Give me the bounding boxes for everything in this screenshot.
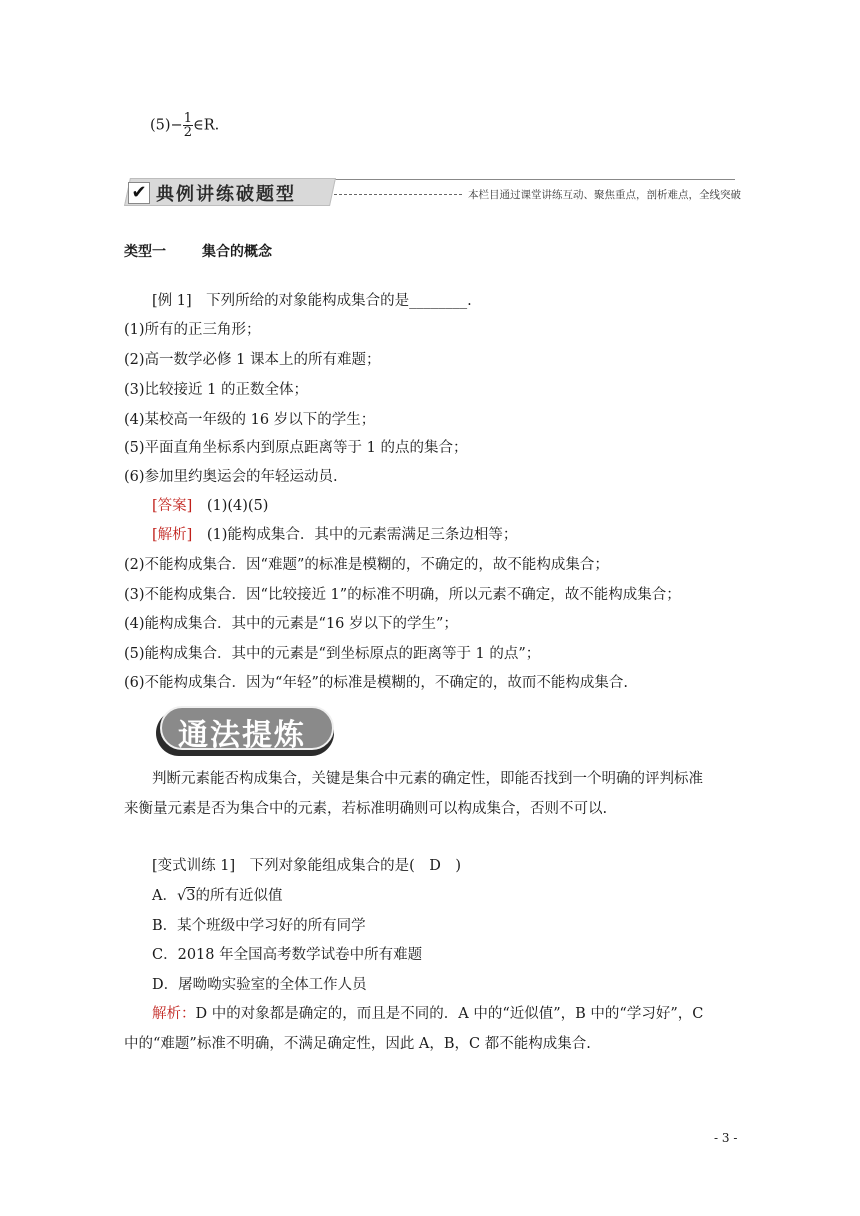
option-a-suffix: 的所有近似值 (195, 888, 283, 904)
item-5-prefix: (5)− (150, 117, 183, 134)
banner-description: 本栏目通过课堂讲练互动、聚焦重点，剖析难点，全线突破 (468, 189, 741, 201)
variant-analysis-line-1 (152, 1004, 703, 1024)
method-badge (160, 706, 338, 756)
variant-option-c: C．2018 年全国高考数学试卷中所有难题 (152, 947, 423, 963)
check-icon: ✔ (128, 182, 150, 204)
section-heading (124, 242, 272, 262)
section-banner (124, 176, 741, 208)
example-option-4: (4)某校高一年级的 16 岁以下的学生； (124, 412, 376, 428)
analysis-text-1: (1)能构成集合．其中的元素需满足三条边相等； (192, 527, 518, 543)
answer-line (152, 496, 268, 516)
fraction (183, 112, 193, 139)
method-line-2: 来衡量元素是否为集合中的元素，若标准明确则可以构成集合，否则不可以. (124, 801, 608, 817)
answer-text: (1)(4)(5) (192, 498, 269, 514)
example-stem: [例 1] 下列所给的对象能构成集合的是________. (152, 293, 472, 309)
variant-analysis-line-2: 中的“难题”标准不明确，不满足确定性，因此 A，B，C 都不能构成集合. (124, 1036, 591, 1052)
section-label: 类型一 (124, 244, 166, 260)
page-number: - 3 - (714, 1131, 738, 1145)
analysis-line-2: (2)不能构成集合．因“难题”的标准是模糊的，不确定的，故不能构成集合； (124, 557, 609, 573)
analysis-line-1 (152, 525, 517, 545)
banner-dashed-line (334, 194, 462, 195)
analysis-tag: [解析] (152, 527, 193, 543)
variant-option-b: B．某个班级中学习好的所有同学 (152, 918, 366, 934)
variant-stem: [变式训练 1] 下列对象能组成集合的是( D ) (152, 858, 462, 874)
analysis-line-5: (5)能构成集合．其中的元素是“到坐标原点的距离等于 1 的点”； (124, 646, 541, 662)
method-line-1: 判断元素能否构成集合，关键是集合中元素的确定性，即能否找到一个明确的评判标准 (152, 771, 703, 787)
fraction-denominator: 2 (183, 125, 192, 140)
answer-tag: [答案] (152, 498, 193, 514)
fraction-numerator: 1 (183, 111, 192, 126)
banner-title: 典例讲练破题型 (156, 184, 296, 205)
analysis-line-4: (4)能构成集合．其中的元素是“16 岁以下的学生”； (124, 616, 458, 632)
example-option-1: (1)所有的正三角形； (124, 322, 261, 338)
example-option-5: (5)平面直角坐标系内到原点距离等于 1 的点的集合； (124, 440, 468, 456)
item-5 (150, 112, 219, 139)
section-title: 集合的概念 (202, 244, 272, 260)
variant-option-a (152, 886, 282, 906)
sqrt-icon: √ (176, 888, 187, 904)
variant-analysis-tag: 解析： (152, 1006, 196, 1022)
badge-text: 通法提炼 (178, 718, 306, 753)
example-option-2: (2)高一数学必修 1 课本上的所有难题； (124, 352, 381, 368)
item-5-suffix: ∈R. (192, 117, 220, 134)
analysis-line-3: (3)不能构成集合．因“比较接近 1”的标准不明确，所以元素不确定，故不能构成集合； (124, 587, 681, 603)
banner-top-rule (329, 179, 735, 180)
example-option-3: (3)比较接近 1 的正数全体； (124, 382, 308, 398)
analysis-line-6: (6)不能构成集合．因为“年轻”的标准是模糊的，不确定的，故而不能构成集合. (124, 675, 628, 691)
option-a-radicand: 3 (186, 888, 196, 904)
variant-option-d: D．屠呦呦实验室的全体工作人员 (152, 977, 367, 993)
example-option-6: (6)参加里约奥运会的年轻运动员. (124, 469, 338, 485)
variant-analysis-text-1: D 中的对象都是确定的，而且是不同的．A 中的“近似值”，B 中的“学习好”，C (195, 1006, 704, 1022)
option-a-prefix: A． (152, 888, 177, 904)
